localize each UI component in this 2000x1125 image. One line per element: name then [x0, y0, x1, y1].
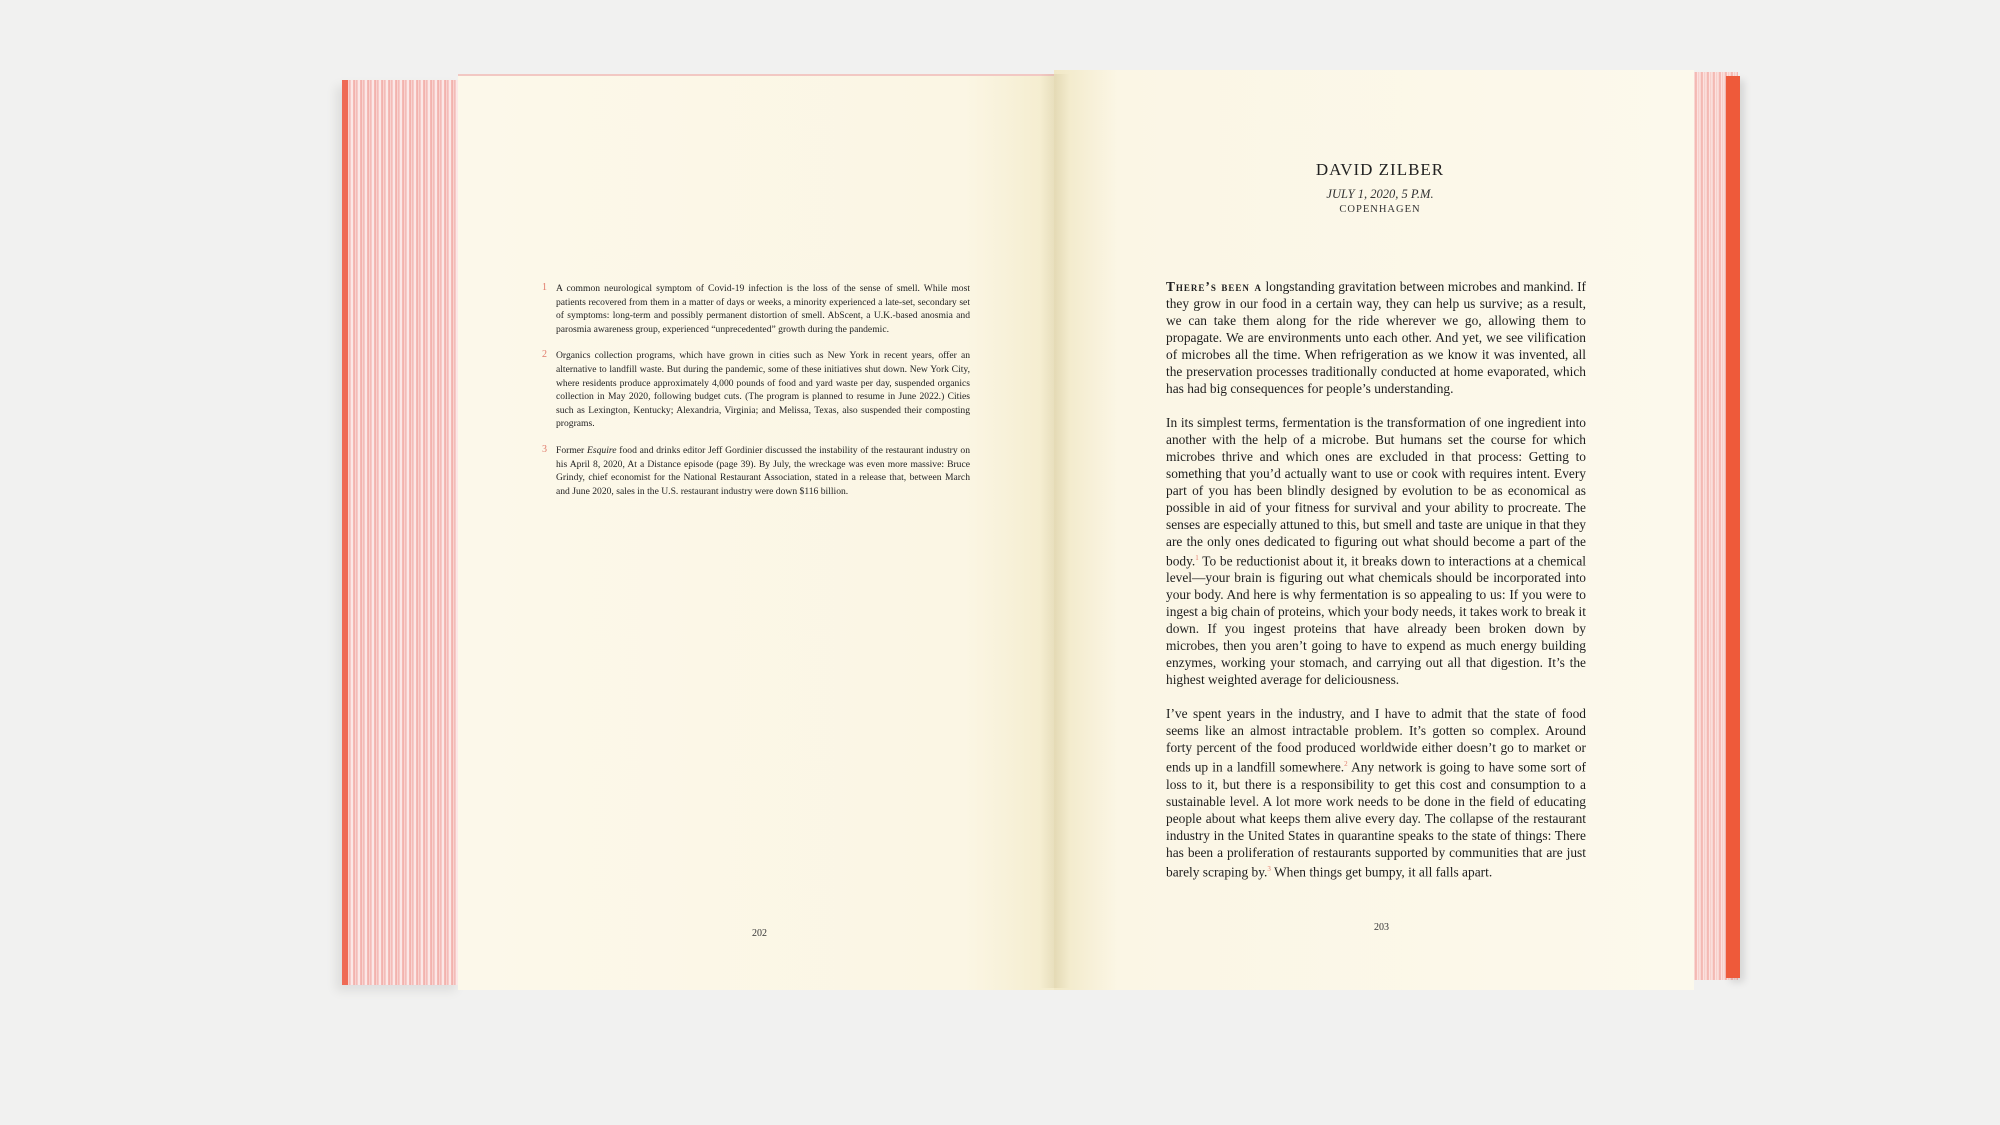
- footnote-text: [556, 444, 970, 498]
- footnote-number: 2: [542, 349, 547, 361]
- footnote-marker: 1: [1195, 554, 1199, 562]
- paragraph: [1166, 414, 1586, 688]
- footnote-marker: 2: [1344, 760, 1348, 769]
- lead-in-smallcaps: There’s been a: [1166, 279, 1262, 294]
- article-body: [1166, 278, 1586, 897]
- author-name: DAVID ZILBER: [1315, 160, 1445, 179]
- paragraph: [1166, 705, 1586, 880]
- right-cover-edge: [1726, 76, 1740, 978]
- footnote-marker: 3: [1267, 864, 1271, 873]
- footnote-text: Organics collection programs, which have grown in cities such as New York in recent years, offer an alternative to landfill waste. But during the pandemic, some of these initiatives shut down. New York City, where residents produce approximately 4,000 pounds of food and yard waste per day, suspended organics collection in May 2020, following budget cuts. (The program is planned to resume in June 2022.) Cities such as Lexington, Kentucky; Alexandria, Virginia; and Melissa, Texas, also suspended their composting programs.: [556, 350, 970, 430]
- paragraph: [1166, 278, 1586, 397]
- paragraph-text: To be reductionist about it, it breaks down to interactions at a chemical level—your brain is figuring out what chemicals should be incorporated into your body. And here is why fermentation is so appealing to us: If you were to ingest a big chain of proteins, which your body needs, it takes work to break it down. If you ingest proteins that have already been broken down by microbes, then you aren’t going to have to expend as much energy building enzymes, working your stomach, and carrying out all that digestion. It’s the highest weighted average for deliciousness.: [1166, 553, 1586, 688]
- footnote-item: [542, 349, 970, 431]
- location: COPENHAGEN: [1339, 204, 1421, 215]
- footnotes-list: [542, 282, 970, 511]
- paragraph-text: When things get bumpy, it all falls apart.: [1270, 864, 1493, 880]
- footnote-text: A common neurological symptom of Covid-19 infection is the loss of the sense of smell. While most patients recovered from them in a matter of days or weeks, a minority experienced a late-set, secondary set of symptoms: long-term and possibly permanent distortion of smell. AbScent, a U.K.-based anosmia and parosmia awareness group, experienced “unprecedented” growth during the pandemic.: [556, 283, 970, 335]
- footnote-item: [542, 443, 970, 498]
- left-page-stack-edge: [342, 80, 462, 985]
- footnote-number: 1: [542, 282, 547, 293]
- magazine-title: Esquire: [587, 444, 617, 456]
- paragraph-text: In its simplest terms, fermentation is the transformation of one ingredient into another with the help of a microbe. But humans set the course for which microbes thrive and which ones are excluded in that process: Getting to something that you’d actually want to use or cook with requires intent. Every part of you has been blindly designed by evolution to be as economical as possible in aid of your fitness for survival and your ability to procreate. The senses are especially attuned to this, but smell and taste are unique in that they are the only ones dedicated to figuring out what should become a part of the body.: [1166, 415, 1586, 569]
- footnote-text-start: Former: [556, 444, 588, 456]
- footnote-number: 3: [542, 443, 547, 455]
- left-page: [458, 74, 1054, 990]
- dateline: JULY 1, 2020, 5 P.M.: [1326, 187, 1434, 201]
- right-page-number: 203: [1374, 922, 1389, 933]
- paragraph-text: I’ve spent years in the industry, and I have to admit that the state of food seems like an almost intractable problem. It’s gotten so complex. Around forty percent of the food produced worldwide either doesn’t go to market or ends up in a landfill somewhere.: [1166, 706, 1586, 775]
- paragraph-text: longstanding gravitation between microbes and mankind. If they grow in our food in a certain way, they can help us survive; as a result, we can take them along for the ride wherever we go, allowing them to propagate. We are environments unto each other. And yet, we see vilification of microbes all the time. When refrigeration as we know it was invented, all the preservation processes traditionally conducted at home evaporated, which has had big consequences for people’s understanding.: [1166, 279, 1587, 396]
- footnote-item: [542, 282, 970, 336]
- left-cover-edge: [342, 80, 348, 985]
- paragraph-text: Any network is going to have some sort of loss to it, but there is a responsibility to get this cost and consumption to a sustainable level. A lot more work needs to be done in the field of educating people about what keeps them alive every day. The collapse of the restaurant industry in the United States in quarantine speaks to the state of things: There has been a proliferation of restaurants supported by communities that are just barely scraping by.: [1166, 759, 1586, 880]
- spine-gutter: [1040, 74, 1070, 988]
- left-page-number: 202: [752, 928, 767, 939]
- footnote-text-rest: food and drinks editor Jeff Gordinier discussed the instability of the restaurant industry on his April 8, 2020, At a Distance episode (page 39). By July, the wreckage was even more massive: Bruce Grindy, chief economist for the National Restaurant Association, stated in a release that, between March and June 2020, sales in the U.S. restaurant industry were down $116 billion.: [556, 444, 970, 497]
